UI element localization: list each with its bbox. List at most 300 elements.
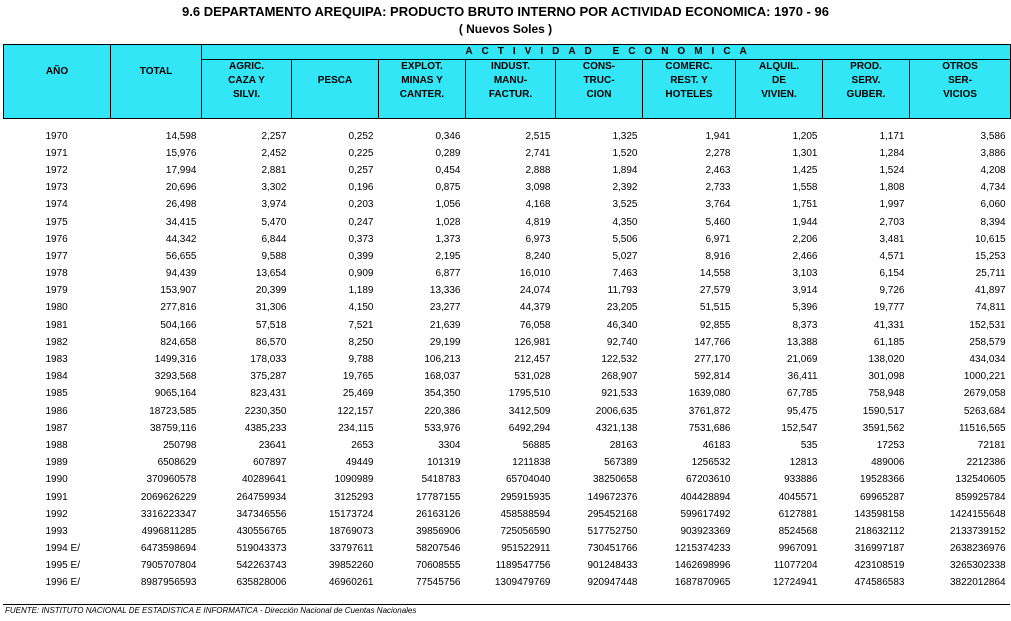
value-cell: 3,481: [879, 233, 905, 245]
value-cell: 29,199: [429, 336, 461, 348]
value-cell: 20,696: [165, 182, 197, 194]
value-cell: 6,877: [435, 268, 461, 280]
value-cell: 1,373: [435, 233, 461, 245]
value-cell: 1000,221: [963, 371, 1006, 383]
value-cell: 23641: [258, 439, 287, 451]
value-cell: 38250658: [593, 474, 638, 486]
value-cell: 3,098: [525, 182, 551, 194]
value-cell: 725056590: [500, 525, 551, 537]
value-cell: 1462698996: [674, 560, 731, 572]
value-cell: 301,098: [868, 371, 905, 383]
value-cell: 2,392: [612, 182, 638, 194]
value-cell: 2,278: [705, 147, 731, 159]
header-line: CANTER.: [399, 89, 445, 100]
value-cell: 7531,686: [688, 422, 731, 434]
header-activity-column: [823, 60, 910, 119]
value-cell: 86,570: [255, 336, 287, 348]
value-cell: 9967091: [778, 543, 818, 555]
value-cell: 15,253: [974, 250, 1006, 262]
year-cell: 1995 E/: [45, 560, 80, 572]
value-cell: 5263,684: [963, 405, 1006, 417]
value-cell: 46,340: [606, 319, 638, 331]
year-cell: 1985: [45, 388, 68, 400]
header-line: CONS-: [582, 61, 616, 72]
value-cell: 3,525: [612, 199, 638, 211]
value-cell: 152,531: [969, 319, 1006, 331]
value-cell: 1,520: [612, 147, 638, 159]
value-cell: 15,976: [165, 147, 197, 159]
value-cell: 3304: [438, 439, 461, 451]
value-cell: 20,399: [255, 285, 287, 297]
value-cell: 11516,565: [959, 422, 1006, 434]
value-cell: 3293,568: [154, 371, 197, 383]
value-cell: 0,203: [348, 199, 374, 211]
value-cell: 8987956593: [140, 577, 197, 589]
value-cell: 1424155648: [949, 508, 1006, 520]
value-cell: 23,277: [429, 302, 461, 314]
year-cell: 1981: [45, 319, 68, 331]
value-cell: 8,250: [348, 336, 374, 348]
page-title: 9.6 DEPARTAMENTO AREQUIPA: PRODUCTO BRUTO INTERNO POR ACTIVIDAD ECONOMICA: 1970 - 96: [182, 4, 829, 19]
header-total: TOTAL: [111, 45, 202, 119]
value-cell: 7,521: [348, 319, 374, 331]
header-activity-column: [379, 60, 466, 119]
table-row: [4, 523, 1011, 540]
value-cell: 4,208: [980, 164, 1006, 176]
value-cell: 1189547756: [495, 560, 551, 572]
value-cell: 8,916: [705, 250, 731, 262]
year-cell: 1982: [45, 336, 68, 348]
value-cell: 34,415: [165, 216, 197, 228]
header-line: MINAS Y: [401, 75, 443, 86]
value-cell: 122,532: [601, 354, 638, 366]
header-activity-column: [292, 60, 379, 119]
value-cell: 1,997: [879, 199, 905, 211]
value-cell: 132540605: [955, 474, 1006, 486]
year-cell: 1970: [45, 130, 68, 142]
value-cell: 178,033: [250, 354, 287, 366]
header-line: VICIOS: [943, 89, 977, 100]
value-cell: 1,325: [612, 130, 638, 142]
value-cell: 6,844: [261, 233, 287, 245]
value-cell: 1499,316: [154, 354, 197, 366]
table-row: [4, 162, 1011, 179]
value-cell: 13,336: [429, 285, 461, 297]
value-cell: 11077204: [773, 560, 818, 572]
value-cell: 4385,233: [244, 422, 287, 434]
value-cell: 2,452: [261, 147, 287, 159]
value-cell: 2,703: [879, 216, 905, 228]
value-cell: 95,475: [786, 405, 818, 417]
value-cell: 8,373: [792, 319, 818, 331]
footer-rule: [3, 604, 1010, 605]
header-line: AGRIC.: [229, 61, 264, 72]
value-cell: 56885: [522, 439, 551, 451]
value-cell: 11,793: [607, 285, 638, 297]
value-cell: 6,971: [705, 233, 731, 245]
table-row: [4, 403, 1011, 420]
value-cell: 2006,635: [595, 405, 638, 417]
value-cell: 567389: [604, 457, 638, 469]
value-cell: 951522911: [501, 543, 551, 555]
year-cell: 1983: [45, 354, 68, 366]
value-cell: 2679,058: [963, 388, 1006, 400]
header-line: DE: [772, 75, 786, 86]
value-cell: 489006: [871, 457, 905, 469]
value-cell: 1590,517: [862, 405, 905, 417]
value-cell: 2,741: [525, 147, 551, 159]
value-cell: 17,994: [165, 164, 197, 176]
value-cell: 9,788: [348, 354, 374, 366]
value-cell: 0,346: [435, 130, 461, 142]
value-cell: 153,907: [160, 285, 197, 297]
value-cell: 2,206: [792, 233, 818, 245]
value-cell: 5418783: [421, 474, 461, 486]
value-cell: 4996811285: [141, 525, 197, 537]
table-row: [4, 472, 1011, 489]
header-line: TRUC-: [583, 75, 615, 86]
value-cell: 4,734: [980, 182, 1006, 194]
value-cell: 4,819: [525, 216, 551, 228]
value-cell: 1639,080: [688, 388, 731, 400]
value-cell: 2,463: [705, 164, 731, 176]
value-cell: 1256532: [691, 457, 731, 469]
header-line: INDUST.: [491, 61, 530, 72]
header-activity-column: [202, 60, 292, 119]
value-cell: 0,196: [348, 182, 374, 194]
value-cell: 7905707804: [140, 560, 197, 572]
value-cell: 0,289: [435, 147, 461, 159]
value-cell: 72181: [977, 439, 1006, 451]
value-cell: 1,301: [792, 147, 818, 159]
value-cell: 264759934: [236, 491, 287, 503]
value-cell: 41,897: [974, 285, 1006, 297]
value-cell: 9,588: [261, 250, 287, 262]
value-cell: 5,506: [612, 233, 638, 245]
value-cell: 5,396: [792, 302, 818, 314]
value-cell: 92,740: [606, 336, 638, 348]
gdp-table: [3, 44, 1011, 592]
value-cell: 77545756: [416, 577, 461, 589]
value-cell: 758,948: [868, 388, 905, 400]
header-line: COMERC.: [665, 61, 713, 72]
header-activity-column: [910, 60, 1011, 119]
value-cell: 18769073: [329, 525, 374, 537]
table-row: [4, 506, 1011, 523]
value-cell: 19,765: [342, 371, 374, 383]
value-cell: 1,189: [348, 285, 374, 297]
value-cell: 370960578: [146, 474, 197, 486]
value-cell: 0,909: [348, 268, 374, 280]
table-row: [4, 437, 1011, 454]
value-cell: 268,907: [601, 371, 638, 383]
value-cell: 824,658: [160, 336, 197, 348]
table-body: [4, 119, 1011, 593]
value-cell: 8,240: [525, 250, 551, 262]
value-cell: 430556765: [236, 525, 287, 537]
year-cell: 1990: [45, 474, 68, 486]
header-line: ALQUIL.: [759, 61, 799, 72]
year-cell: 1988: [45, 439, 68, 451]
header-line: GUBER.: [846, 89, 886, 100]
value-cell: 220,386: [424, 405, 461, 417]
value-cell: 4321,138: [595, 422, 638, 434]
table-row: [4, 300, 1011, 317]
table-row: [4, 283, 1011, 300]
value-cell: 2638236976: [949, 543, 1006, 555]
value-cell: 3,914: [792, 285, 818, 297]
value-cell: 531,028: [514, 371, 551, 383]
year-cell: 1994 E/: [45, 543, 80, 555]
page-subtitle: ( Nuevos Soles ): [458, 22, 553, 36]
value-cell: 94,439: [165, 268, 197, 280]
value-cell: 4,350: [612, 216, 638, 228]
value-cell: 234,115: [338, 422, 374, 434]
value-cell: 9065,164: [154, 388, 197, 400]
value-cell: 21,639: [429, 319, 461, 331]
value-cell: 3412,509: [508, 405, 551, 417]
value-cell: 2,257: [261, 130, 287, 142]
value-cell: 3822012864: [949, 577, 1006, 589]
value-cell: 1795,510: [508, 388, 551, 400]
header-activity-column: [736, 60, 823, 119]
value-cell: 3591,562: [862, 422, 905, 434]
year-cell: 1977: [45, 250, 68, 262]
value-cell: 24,074: [519, 285, 551, 297]
header-line: SER-: [948, 75, 972, 86]
value-cell: 57,518: [255, 319, 287, 331]
value-cell: 168,037: [424, 371, 461, 383]
value-cell: 6,060: [980, 199, 1006, 211]
value-cell: 4,150: [348, 302, 374, 314]
value-cell: 1,056: [435, 199, 461, 211]
value-cell: 2212386: [966, 457, 1006, 469]
value-cell: 1,171: [879, 130, 905, 142]
year-cell: 1973: [45, 182, 68, 194]
table-row: [4, 214, 1011, 231]
year-cell: 1974: [45, 199, 68, 211]
value-cell: 56,655: [165, 250, 197, 262]
value-cell: 458588594: [500, 508, 551, 520]
value-cell: 2653: [351, 439, 374, 451]
value-cell: 39852260: [329, 560, 374, 572]
value-cell: 8,394: [980, 216, 1006, 228]
value-cell: 65704040: [506, 474, 551, 486]
value-cell: 28163: [609, 439, 638, 451]
value-cell: 535: [800, 439, 818, 451]
value-cell: 49449: [345, 457, 374, 469]
header-line: EXPLOT.: [401, 61, 443, 72]
year-cell: 1972: [45, 164, 68, 176]
header-line: PROD.: [850, 61, 882, 72]
value-cell: 61,185: [873, 336, 905, 348]
value-cell: 2,195: [435, 250, 461, 262]
year-cell: 1987: [45, 422, 68, 434]
value-cell: 920947448: [587, 577, 638, 589]
value-cell: 6473598694: [140, 543, 197, 555]
value-cell: 5,470: [261, 216, 287, 228]
value-cell: 6492,294: [508, 422, 551, 434]
value-cell: 23,205: [606, 302, 638, 314]
value-cell: 76,058: [519, 319, 551, 331]
value-cell: 12724941: [773, 577, 818, 589]
value-cell: 0,373: [348, 233, 374, 245]
table-row: [4, 248, 1011, 265]
value-cell: 295452168: [587, 508, 638, 520]
year-cell: 1996 E/: [45, 577, 80, 589]
table-row: [4, 231, 1011, 248]
table-row: [4, 420, 1011, 437]
value-cell: 101319: [427, 457, 461, 469]
table-row: [4, 575, 1011, 592]
value-cell: 6,973: [525, 233, 551, 245]
value-cell: 3265302338: [949, 560, 1006, 572]
value-cell: 258,579: [969, 336, 1006, 348]
header-line: SILVI.: [232, 89, 261, 100]
value-cell: 3761,872: [688, 405, 731, 417]
value-cell: 250798: [163, 439, 197, 451]
value-cell: 7,463: [612, 268, 638, 280]
header-line: SERV.: [851, 75, 881, 86]
value-cell: 2,888: [525, 164, 551, 176]
value-cell: 2,515: [525, 130, 551, 142]
value-cell: 635828006: [236, 577, 287, 589]
year-cell: 1979: [45, 285, 68, 297]
value-cell: 138,020: [868, 354, 905, 366]
value-cell: 504,166: [160, 319, 197, 331]
value-cell: 347346556: [236, 508, 287, 520]
year-cell: 1971: [45, 147, 68, 159]
source-note: FUENTE: INSTITUTO NACIONAL DE ESTADISTICA E INFORMATICA - Dirección Nacional de Cuentas Nacionales: [5, 606, 417, 615]
value-cell: 1309479769: [494, 577, 551, 589]
value-cell: 69965287: [860, 491, 905, 503]
value-cell: 122,157: [337, 405, 374, 417]
value-cell: 1,944: [792, 216, 818, 228]
value-cell: 147,766: [694, 336, 731, 348]
value-cell: 33797611: [329, 543, 374, 555]
header-line: FACTUR.: [488, 89, 533, 100]
table-header: [4, 45, 1011, 119]
value-cell: 3,586: [980, 130, 1006, 142]
year-cell: 1975: [45, 216, 68, 228]
value-cell: 2,466: [792, 250, 818, 262]
table-row: [4, 386, 1011, 403]
value-cell: 3125293: [334, 491, 374, 503]
header-line: VIVIEN.: [761, 89, 797, 100]
value-cell: 434,034: [969, 354, 1006, 366]
value-cell: 295915935: [500, 491, 551, 503]
value-cell: 423108519: [854, 560, 905, 572]
value-cell: 4,571: [879, 250, 905, 262]
header-activity-column: [643, 60, 736, 119]
value-cell: 44,342: [165, 233, 197, 245]
value-cell: 474586583: [854, 577, 905, 589]
header-activity-column: [466, 60, 556, 119]
value-cell: 36,411: [787, 371, 818, 383]
value-cell: 354,350: [424, 388, 461, 400]
value-cell: 19,777: [873, 302, 905, 314]
value-cell: 1,808: [879, 182, 905, 194]
value-cell: 14,558: [699, 268, 731, 280]
value-cell: 277,170: [694, 354, 731, 366]
value-cell: 542263743: [236, 560, 287, 572]
year-cell: 1980: [45, 302, 68, 314]
header-line: MANU-: [493, 75, 528, 86]
header-line: REST. Y: [670, 75, 708, 86]
value-cell: 152,547: [781, 422, 818, 434]
value-cell: 212,457: [514, 354, 551, 366]
value-cell: 0,252: [348, 130, 374, 142]
table-row: [4, 180, 1011, 197]
value-cell: 533,976: [424, 422, 461, 434]
value-cell: 70608555: [416, 560, 461, 572]
value-cell: 921,533: [601, 388, 638, 400]
value-cell: 3,886: [980, 147, 1006, 159]
value-cell: 25,469: [342, 388, 374, 400]
value-cell: 27,579: [699, 285, 731, 297]
year-cell: 1993: [45, 525, 68, 537]
value-cell: 8524568: [778, 525, 818, 537]
value-cell: 67,785: [786, 388, 818, 400]
value-cell: 6508629: [157, 457, 197, 469]
value-cell: 903923369: [680, 525, 731, 537]
value-cell: 3,764: [705, 199, 731, 211]
value-cell: 277,816: [160, 302, 197, 314]
value-cell: 126,981: [514, 336, 551, 348]
value-cell: 21,069: [786, 354, 818, 366]
header-year: AÑO: [4, 45, 111, 119]
value-cell: 6,154: [879, 268, 905, 280]
value-cell: 92,855: [699, 319, 731, 331]
value-cell: 1,751: [792, 199, 818, 211]
value-cell: 823,431: [250, 388, 287, 400]
year-cell: 1984: [45, 371, 68, 383]
value-cell: 1,524: [879, 164, 905, 176]
value-cell: 143598158: [854, 508, 905, 520]
header-line: CION: [586, 89, 612, 100]
value-cell: 74,811: [975, 302, 1006, 314]
table-row: [4, 128, 1011, 145]
header-activity: ACTIVIDAD ECONOMICA: [202, 45, 1011, 60]
value-cell: 2,733: [705, 182, 731, 194]
value-cell: 1,205: [792, 130, 818, 142]
value-cell: 5,027: [612, 250, 638, 262]
value-cell: 25,711: [975, 268, 1006, 280]
table-row: [4, 558, 1011, 575]
value-cell: 31,306: [255, 302, 287, 314]
value-cell: 67203610: [686, 474, 731, 486]
value-cell: 13,388: [786, 336, 818, 348]
value-cell: 9,726: [879, 285, 905, 297]
value-cell: 13,654: [255, 268, 287, 280]
year-cell: 1989: [45, 457, 68, 469]
value-cell: 10,615: [974, 233, 1006, 245]
value-cell: 1,941: [705, 130, 731, 142]
value-cell: 6127881: [778, 508, 818, 520]
value-cell: 218632112: [855, 525, 905, 537]
value-cell: 517752750: [587, 525, 638, 537]
year-cell: 1992: [45, 508, 68, 520]
value-cell: 2133739152: [949, 525, 1006, 537]
value-cell: 607897: [253, 457, 287, 469]
value-cell: 26,498: [165, 199, 197, 211]
value-cell: 14,598: [165, 130, 197, 142]
header-line: PESCA: [317, 75, 353, 86]
value-cell: 12813: [789, 457, 818, 469]
value-cell: 19528366: [860, 474, 905, 486]
value-cell: 1215374233: [674, 543, 731, 555]
value-cell: 519043373: [236, 543, 287, 555]
